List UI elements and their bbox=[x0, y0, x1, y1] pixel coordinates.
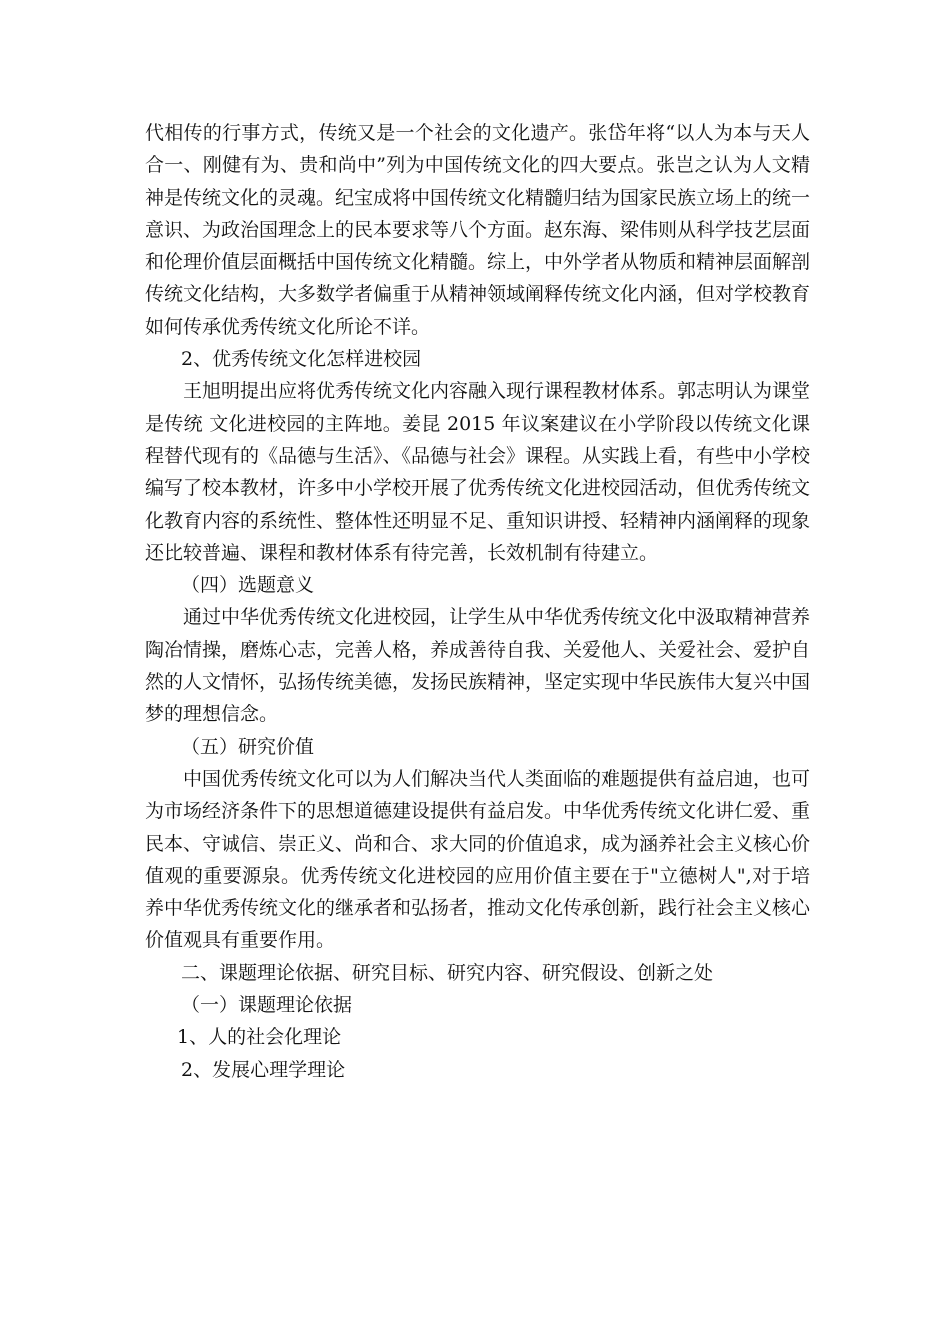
document-body bbox=[145, 117, 810, 1086]
chapter-heading-two: 二、课题理论依据、研究目标、研究内容、研究假设、创新之处 bbox=[181, 961, 714, 984]
paragraph-how-into-campus: 王旭明提出应将优秀传统文化内容融入现行课程教材体系。郭志明认为课堂是传统 文化进校园的主阵地。姜昆 2015 年议案建议在小学阶段以传统文化课程替代现有的《品德与生活》、《品德与社会》课程。从实践上看，有些中小学校编写了校本教材，许多中小学校开展了优秀传统文化进校园活动，但优秀传统文化教育内容的系统性、整体性还明显不足、重知识讲授、轻精神内涵阐释的现象还比较普遍、课程和教材体系有待完善，长效机制有待建立。 bbox=[145, 380, 811, 564]
subheading-developmental-psychology: 2、发展心理学理论 bbox=[181, 1058, 346, 1081]
section-heading-research-value: （五）研究价值 bbox=[181, 735, 315, 758]
section-heading-significance: （四）选题意义 bbox=[181, 574, 315, 597]
subheading-how-into-campus: 2、优秀传统文化怎样进校园 bbox=[181, 348, 422, 371]
paragraph-significance: 通过中华优秀传统文化进校园，让学生从中华优秀传统文化中汲取精神营养陶冶情操，磨炼心志，完善人格，养成善待自我、关爱他人、关爱社会、爱护自然的人文情怀，弘扬传统美德，发扬民族精神，坚定实现中华民族伟大复兴中国梦的理想信念。 bbox=[145, 606, 811, 726]
paragraph-traditional-culture-definition: 代相传的行事方式，传统又是一个社会的文化遗产。张岱年将“以人为本与天人合一、刚健有为、贵和尚中”列为中国传统文化的四大要点。张岂之认为人文精神是传统文化的灵魂。纪宝成将中国传统文化精髓归结为国家民族立场上的统一意识、为政治国理念上的民本要求等八个方面。赵东海、梁伟则从科学技艺层面和伦理价值层面概括中国传统文化精髓。综上，中外学者从物质和精神层面解剖传统文化结构，大多数学者偏重于从精神领域阐释传统文化内涵，但对学校教育如何传承优秀传统文化所论不详。 bbox=[145, 122, 811, 338]
paragraph-research-value: 中国优秀传统文化可以为人们解决当代人类面临的难题提供有益启迪，也可为市场经济条件下的思想道德建设提供有益启发。中华优秀传统文化讲仁爱、重民本、守诚信、崇正义、尚和合、求大同的价值追求，成为涵养社会主义核心价值观的重要源泉。优秀传统文化进校园的应用价值主要在于"立德树人",对于培养中华优秀传统文化的继承者和弘扬者，推动文化传承创新，践行社会主义核心价值观具有重要作用。 bbox=[145, 767, 811, 952]
subheading-socialization-theory: 1、人的社会化理论 bbox=[177, 1026, 342, 1049]
section-heading-theory-basis: （一）课题理论依据 bbox=[181, 994, 353, 1017]
